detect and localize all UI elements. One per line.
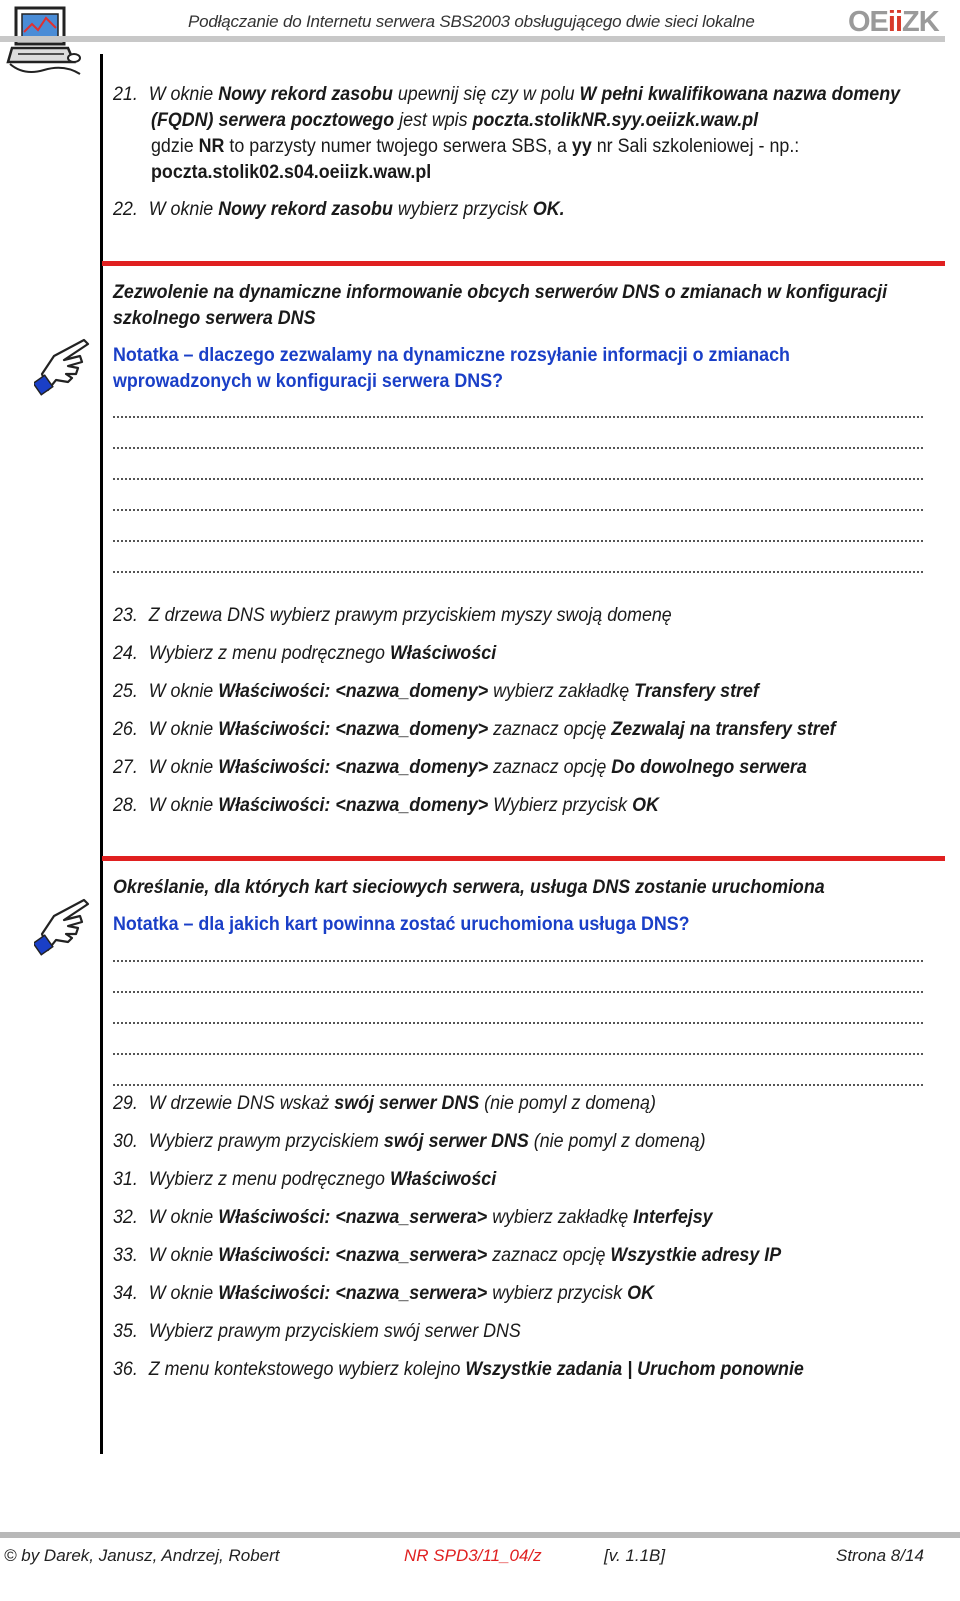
section-title: szkolnego serwera DNS bbox=[113, 308, 316, 329]
pointing-hand-icon bbox=[34, 894, 96, 956]
page-header bbox=[0, 0, 960, 60]
answer-line[interactable] bbox=[113, 414, 923, 418]
header-divider bbox=[0, 36, 945, 42]
step-30: 30. Wybierz prawym przyciskiem swój serwer DNS (nie pomyl z domeną) bbox=[113, 1131, 706, 1152]
step-21: 21. W oknie Nowy rekord zasobu upewnij się czy w polu W pełni kwalifikowana nazwa domeny bbox=[113, 84, 901, 105]
footer-version: [v. 1.1B] bbox=[604, 1546, 666, 1565]
answer-line[interactable] bbox=[113, 1082, 923, 1086]
footer-divider bbox=[0, 1532, 960, 1538]
footer-doc-id: NR SPD3/11_04/z bbox=[404, 1546, 542, 1565]
answer-line[interactable] bbox=[113, 445, 923, 449]
answer-line[interactable] bbox=[113, 476, 923, 480]
step-36: 36. Z menu kontekstowego wybierz kolejno Wszystkie zadania | Uruchom ponownie bbox=[113, 1359, 804, 1380]
answer-line[interactable] bbox=[113, 1051, 923, 1055]
step-25: 25. W oknie Właściwości: <nazwa_domeny> wybierz zakładkę Transfery stref bbox=[113, 681, 759, 702]
step-21-example: poczta.stolik02.s04.oeiizk.waw.pl bbox=[151, 162, 432, 183]
answer-line[interactable] bbox=[113, 569, 923, 573]
step-34: 34. W oknie Właściwości: <nazwa_serwera> wybierz przycisk OK bbox=[113, 1283, 654, 1304]
step-21-note: gdzie NR to parzysty numer twojego serwera SBS, a yy nr Sali szkoleniowej - np.: bbox=[151, 136, 800, 157]
step-35: 35. Wybierz prawym przyciskiem swój serwer DNS bbox=[113, 1321, 521, 1342]
footer-page-number: Strona 8/14 bbox=[836, 1546, 924, 1565]
step-26: 26. W oknie Właściwości: <nazwa_domeny> zaznacz opcję Zezwalaj na transfery stref bbox=[113, 719, 836, 740]
footer-copyright: © by Darek, Janusz, Andrzej, Robert bbox=[4, 1546, 280, 1565]
note-question: Notatka – dla jakich kart powinna zostać uruchomiona usługa DNS? bbox=[113, 914, 690, 935]
step-29: 29. W drzewie DNS wskaż swój serwer DNS (nie pomyl z domeną) bbox=[113, 1093, 656, 1114]
computer-logo-icon bbox=[4, 2, 86, 82]
note-question: Notatka – dlaczego zezwalamy na dynamiczne rozsyłanie informacji o zmianach bbox=[113, 345, 790, 366]
step-32: 32. W oknie Właściwości: <nazwa_serwera> wybierz zakładkę Interfejsy bbox=[113, 1207, 713, 1228]
pointing-hand-icon bbox=[34, 334, 96, 396]
section-title: Określanie, dla których kart sieciowych serwera, usługa DNS zostanie uruchomiona bbox=[113, 877, 825, 898]
step-31: 31. Wybierz z menu podręcznego Właściwości bbox=[113, 1169, 497, 1190]
oeiizk-logo: OEiiZK bbox=[848, 6, 939, 38]
step-22: 22. W oknie Nowy rekord zasobu wybierz przycisk OK. bbox=[113, 199, 565, 220]
section-divider bbox=[102, 261, 945, 266]
section-divider bbox=[102, 856, 945, 861]
step-23: 23. Z drzewa DNS wybierz prawym przyciskiem myszy swoją domenę bbox=[113, 605, 672, 626]
step-24: 24. Wybierz z menu podręcznego Właściwości bbox=[113, 643, 497, 664]
step-21-cont: (FQDN) serwera pocztowego jest wpis poczta.stolikNR.syy.oeiizk.waw.pl bbox=[151, 110, 759, 131]
note-question: wprowadzonych w konfiguracji serwera DNS? bbox=[113, 371, 504, 392]
step-27: 27. W oknie Właściwości: <nazwa_domeny> zaznacz opcję Do dowolnego serwera bbox=[113, 757, 807, 778]
step-33: 33. W oknie Właściwości: <nazwa_serwera> zaznacz opcję Wszystkie adresy IP bbox=[113, 1245, 782, 1266]
answer-line[interactable] bbox=[113, 538, 923, 542]
document-title: Podłączanie do Internetu serwera SBS2003 obsługującego dwie sieci lokalne bbox=[188, 12, 755, 31]
answer-line[interactable] bbox=[113, 1020, 923, 1024]
answer-line[interactable] bbox=[113, 958, 923, 962]
answer-line[interactable] bbox=[113, 507, 923, 511]
step-28: 28. W oknie Właściwości: <nazwa_domeny> Wybierz przycisk OK bbox=[113, 795, 659, 816]
answer-line[interactable] bbox=[113, 989, 923, 993]
section-title: Zezwolenie na dynamiczne informowanie obcych serwerów DNS o zmianach w konfiguracji bbox=[113, 282, 888, 303]
